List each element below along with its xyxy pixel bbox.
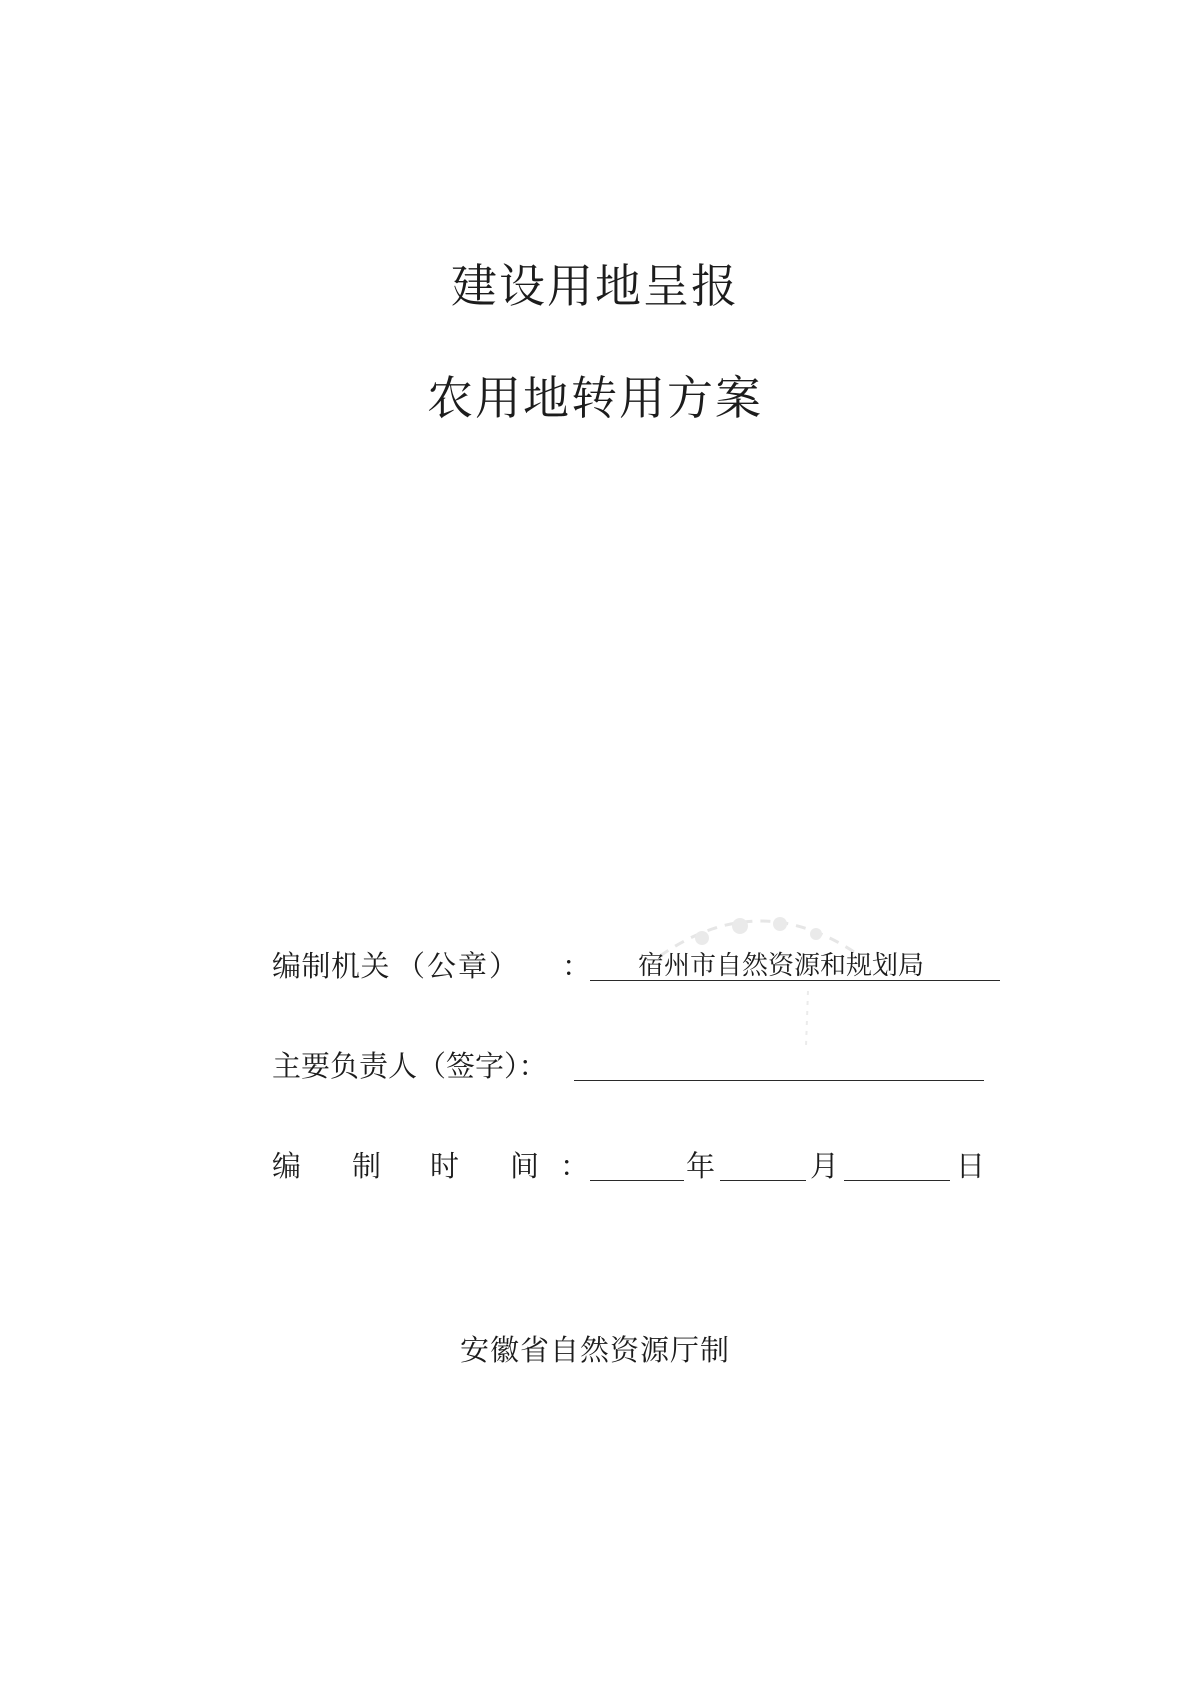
day-unit: 日: [956, 1149, 986, 1183]
authority-seal-note: （公章）: [396, 949, 521, 983]
year-field[interactable]: [590, 1180, 684, 1181]
document-title: 建设用地呈报: [451, 259, 739, 313]
date-label-char-1: 编: [272, 1149, 302, 1183]
responsible-label: 主要负责人（签字）：: [272, 1049, 548, 1083]
date-label-char-4: 间: [510, 1149, 540, 1183]
authority-label: 编制机关: [272, 949, 391, 983]
day-field[interactable]: [844, 1180, 950, 1181]
issuer-footer: 安徽省自然资源厅制: [459, 1333, 730, 1367]
month-field[interactable]: [720, 1180, 806, 1181]
year-unit: 年: [686, 1149, 716, 1183]
date-label-char-2: 制: [352, 1149, 382, 1183]
document-subtitle: 农用地转用方案: [427, 371, 763, 425]
date-label-char-3: 时: [430, 1149, 460, 1183]
authority-value: 宿州市自然资源和规划局: [638, 951, 925, 981]
authority-colon: ：: [562, 949, 592, 983]
month-unit: 月: [810, 1149, 840, 1183]
date-colon: ：: [560, 1149, 590, 1183]
signature-field[interactable]: [574, 1080, 984, 1081]
